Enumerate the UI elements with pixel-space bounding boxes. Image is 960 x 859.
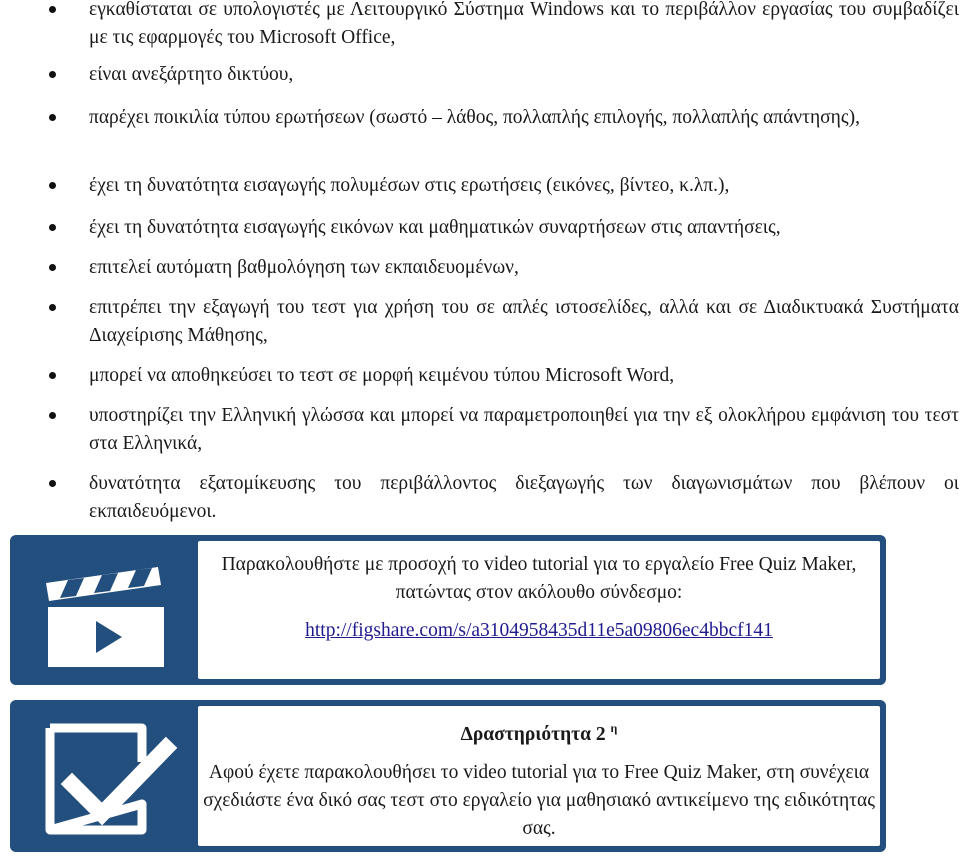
list-item-text: υποστηρίζει την Ελληνική γλώσσα και μπορεί να παραμετροποιηθεί για την εξ ολοκλήρου εμφάνιση του τεστ στα Ελληνικά, (89, 405, 959, 454)
bullet-dot (49, 372, 56, 379)
video-tutorial-panel (198, 541, 880, 679)
checkmark-document-icon (10, 700, 200, 852)
bullet-dot (49, 6, 56, 13)
activity-panel (198, 706, 880, 846)
list-item-text: δυνατότητα εξατομίκευσης του περιβάλλοντος διεξαγωγής των διαγωνισμάτων που βλέπουν οι εκπαιδευόμενοι. (89, 473, 959, 522)
video-clapperboard-icon (10, 535, 200, 685)
activity-text: Αφού έχετε παρακολουθήσει το video tutorial για το Free Quiz Maker, στη συνέχεια σχεδιάστε ένα δικό σας τεστ στο εργαλείο για μαθησιακό αντικείμενο της ειδικότητας σας. (203, 762, 875, 839)
video-instruction-text: Παρακολουθήστε με προσοχή το video tutorial για το εργαλείο Free Quiz Maker, πατώντας στον ακόλουθο σύνδεσμο: (221, 554, 857, 603)
list-item-text: μπορεί να αποθηκεύσει το τεστ σε μορφή κειμένου τύπου Microsoft Word, (89, 365, 675, 386)
video-tutorial-link[interactable]: http://figshare.com/s/a3104958435d11e5a09806ec4bbcf141 (305, 620, 773, 641)
list-item-text: επιτρέπει την εξαγωγή του τεστ για χρήση του σε απλές ιστοσελίδες, αλλά και σε Διαδικτυακά Συστήματα Διαχείρισης Μάθησης, (89, 297, 959, 346)
bullet-dot (49, 480, 56, 487)
bullet-dot (49, 224, 56, 231)
list-item-text: εγκαθίσταται σε υπολογιστές με Λειτουργικό Σύστημα Windows και το περιβάλλον εργασίας του συμβαδίζει με τις εφαρμογές του Microsoft Office, (89, 0, 959, 48)
activity-title: Δραστηριότητα 2 $^\eta$ (460, 721, 618, 745)
bullet-dot (49, 71, 56, 78)
list-item-text: παρέχει ποικιλία τύπου ερωτήσεων (σωστό – λάθος, πολλαπλής επιλογής, πολλαπλής απάντησης), (89, 107, 860, 128)
bullet-dot (49, 412, 56, 419)
activity-box (10, 700, 886, 852)
list-item-text: έχει τη δυνατότητα εισαγωγής εικόνων και μαθηματικών συναρτήσεων στις απαντήσεις, (89, 217, 781, 238)
video-tutorial-box (10, 535, 886, 685)
list-item-text: επιτελεί αυτόματη βαθμολόγηση των εκπαιδευομένων, (89, 257, 519, 278)
list-item-text: έχει τη δυνατότητα εισαγωγής πολυμέσων στις ερωτήσεις (εικόνες, βίντεο, κ.λπ.), (89, 175, 730, 196)
bullet-dot (49, 264, 56, 271)
list-item-text: είναι ανεξάρτητο δικτύου, (89, 64, 294, 85)
bullet-dot (49, 182, 56, 189)
bullet-dot (49, 304, 56, 311)
bullet-dot (49, 114, 56, 121)
